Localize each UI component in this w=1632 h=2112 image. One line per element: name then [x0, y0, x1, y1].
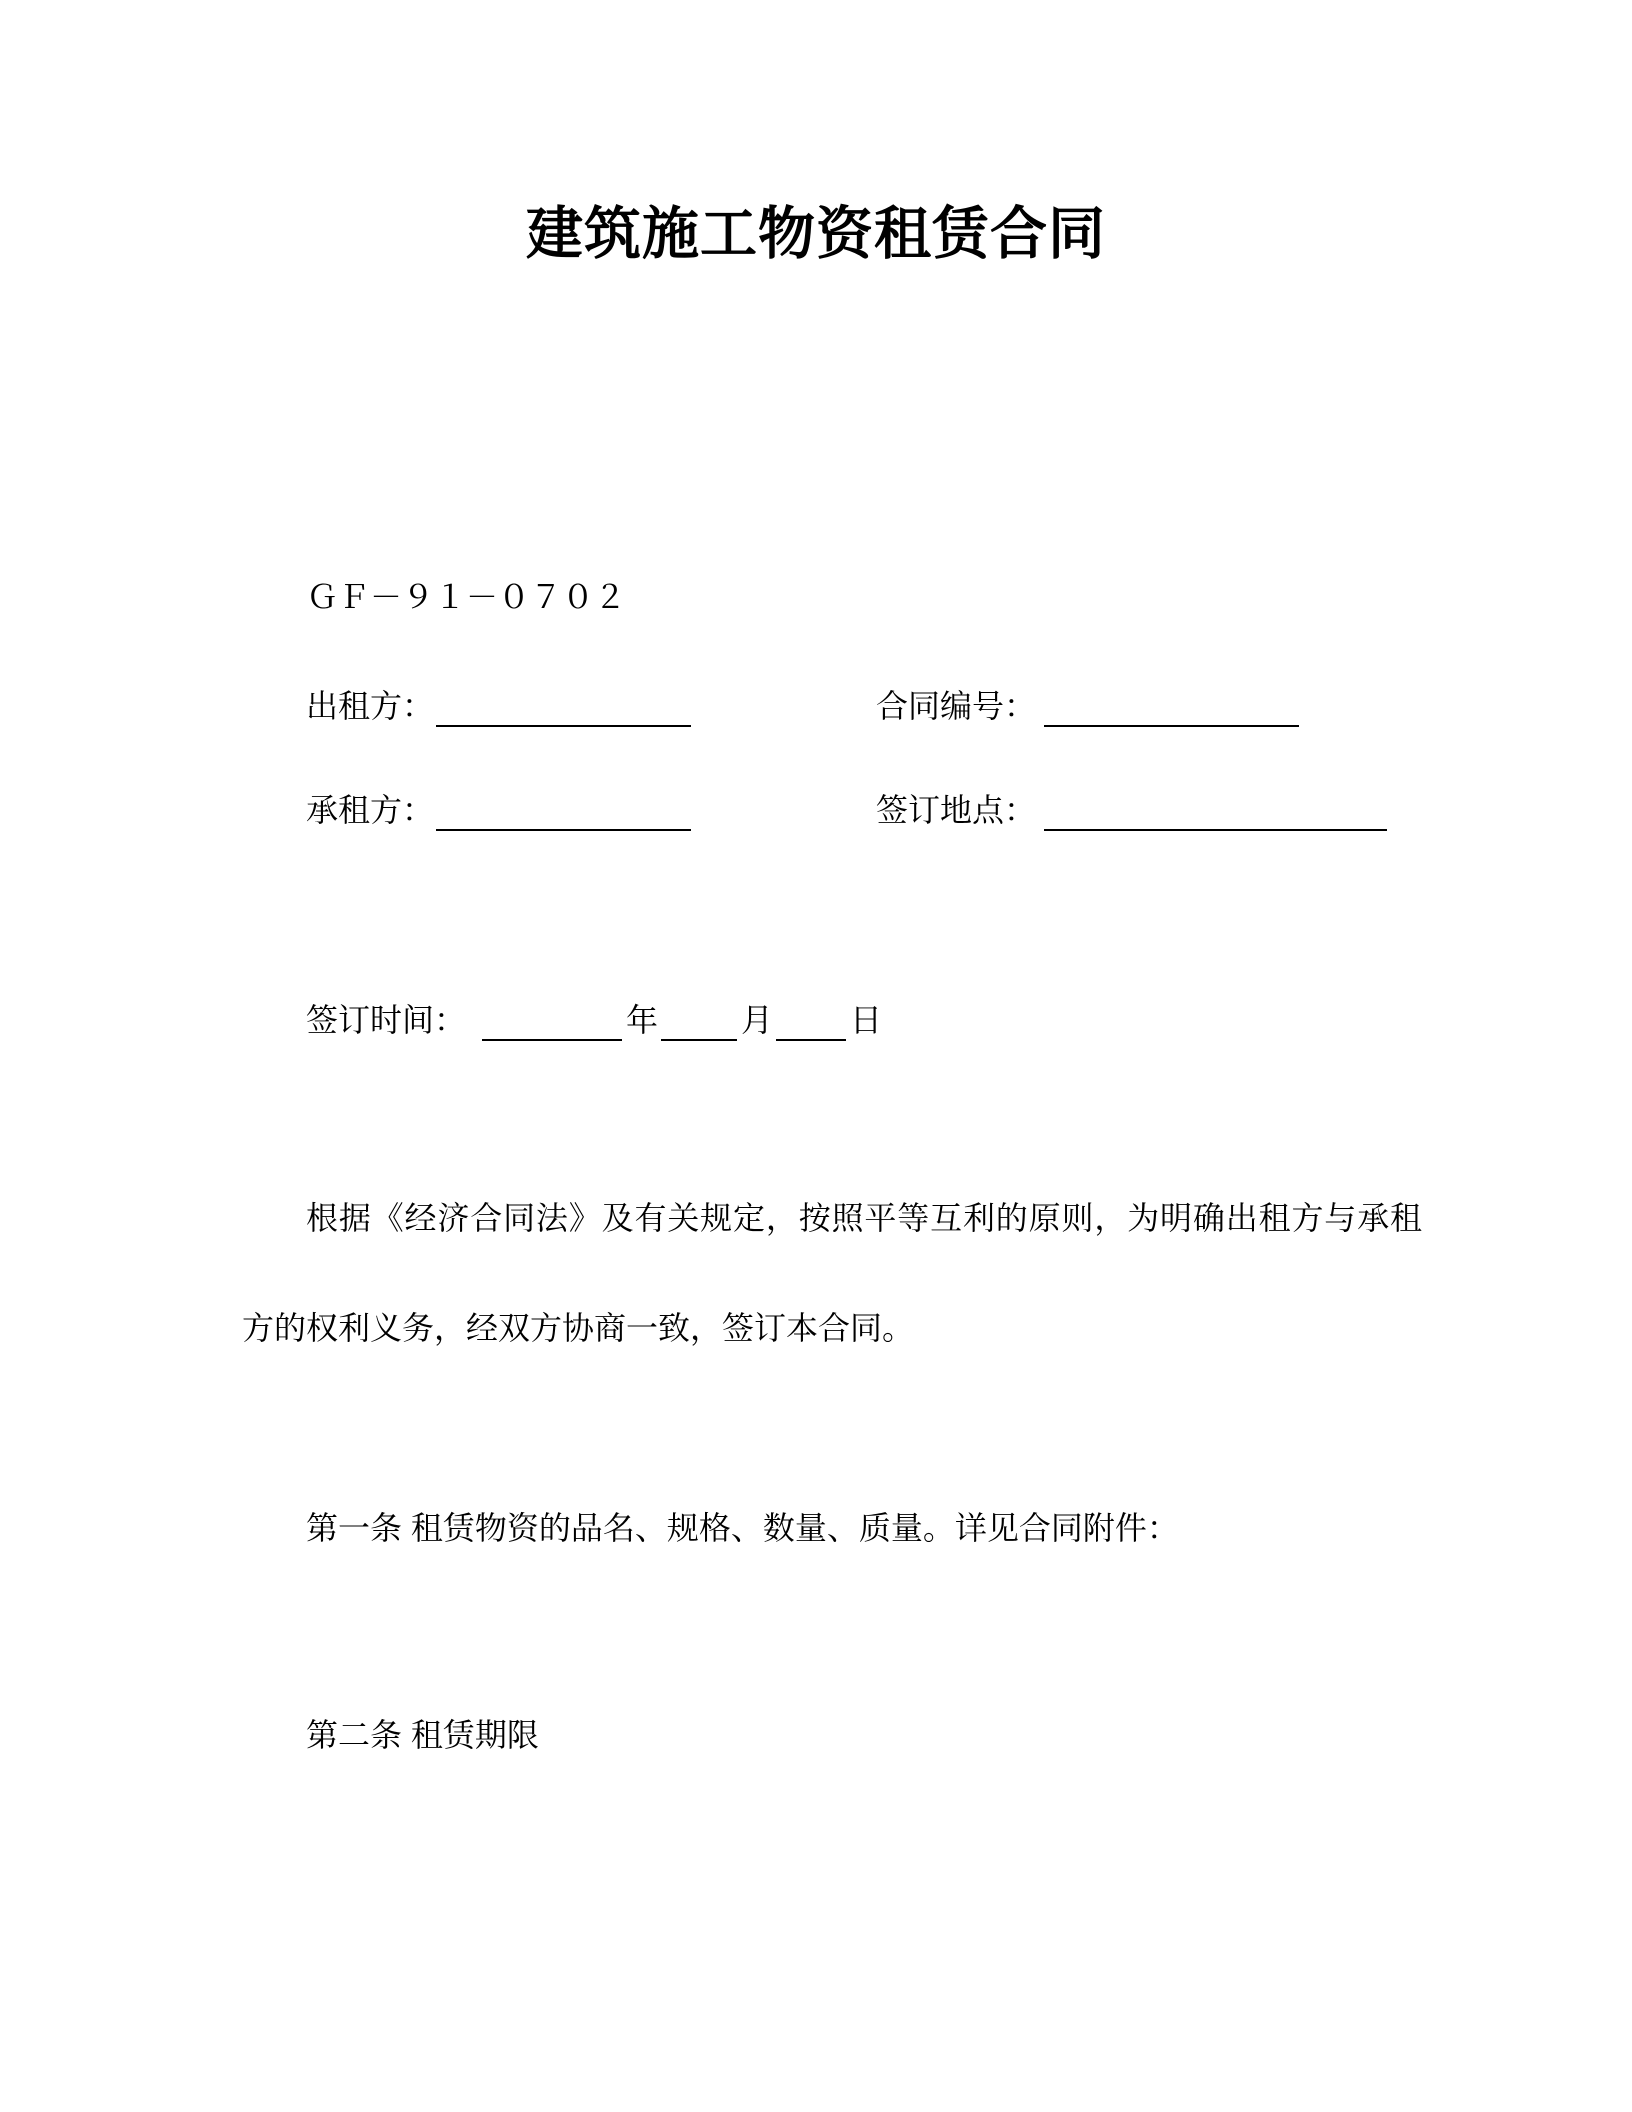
contract-no-label: 合同编号：	[876, 688, 1037, 724]
day-label: 日	[850, 1002, 883, 1038]
sign-place-field	[876, 790, 1387, 831]
article-1-heading: 第一条 租赁物资的品名、规格、数量、质量。详见合同附件：	[306, 1510, 1179, 1546]
sign-time-field	[306, 1000, 882, 1041]
preamble-paragraph: 根据《经济合同法》及有关规定，按照平等互利的原则，为明确出租方与承租方的权利义务，经双方协商一致，签订本合同。	[242, 1200, 1422, 1346]
sign-place-label: 签订地点：	[876, 792, 1037, 828]
sign-time-label: 签订时间：	[306, 1002, 467, 1038]
contract-no-field	[876, 686, 1299, 727]
year-label: 年	[626, 1002, 659, 1038]
lessor-blank-line	[436, 691, 691, 727]
form-number: ＧＦ－９１－０７０２	[306, 579, 627, 615]
lessor-field	[306, 686, 691, 727]
day-blank-line	[776, 1005, 846, 1041]
document-title: 建筑施工物资租赁合同	[526, 202, 1106, 266]
lessee-blank-line	[436, 795, 691, 831]
month-blank-line	[661, 1005, 737, 1041]
article-2-heading: 第二条 租赁期限	[306, 1717, 539, 1753]
month-label: 月	[741, 1002, 774, 1038]
sign-place-blank-line	[1044, 795, 1387, 831]
year-blank-line	[482, 1005, 622, 1041]
lessee-label: 承租方：	[306, 792, 435, 828]
contract-no-blank-line	[1044, 691, 1299, 727]
lessor-label: 出租方：	[306, 688, 435, 724]
lessee-field	[306, 790, 691, 831]
